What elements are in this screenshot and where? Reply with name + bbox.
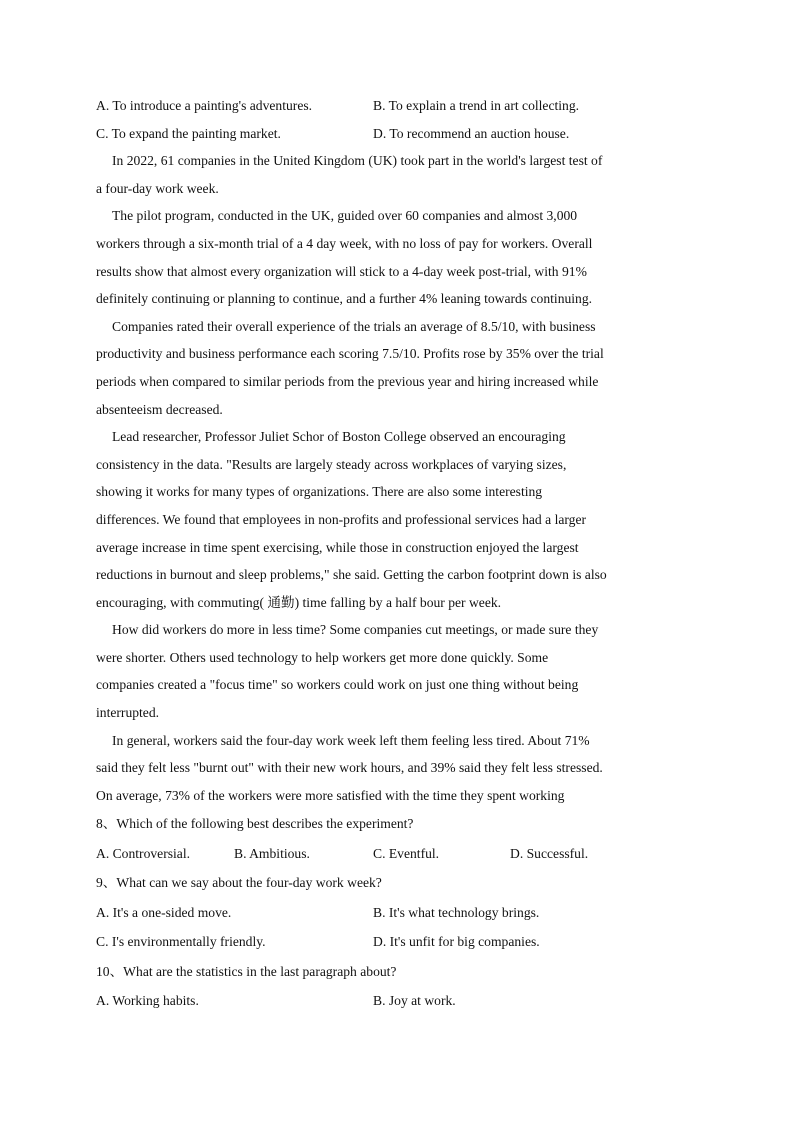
question-9 xyxy=(96,868,696,957)
option-b[interactable]: B. It's what technology brings. xyxy=(373,904,540,920)
passage-line: periods when compared to similar periods from the previous year and hiring increased while xyxy=(96,373,599,389)
passage-line: reductions in burnout and sleep problems," she said. Getting the carbon footprint down is also xyxy=(96,567,607,583)
passage-line: results show that almost every organization will stick to a 4-day week post-trial, with 91% xyxy=(96,263,587,279)
paragraph-2 xyxy=(96,202,696,312)
option-a[interactable]: A. Working habits. xyxy=(96,993,199,1009)
passage-line: absenteeism decreased. xyxy=(96,401,223,417)
option-b[interactable]: B. Joy at work. xyxy=(373,993,456,1009)
paragraph-3 xyxy=(96,313,696,423)
prev-option-d: D. To recommend an auction house. xyxy=(373,125,570,141)
passage-line: productivity and business performance each scoring 7.5/10. Profits rose by 35% over the trial xyxy=(96,346,604,362)
question-stem: 10、What are the statistics in the last paragraph about? xyxy=(96,963,397,979)
passage xyxy=(96,147,696,809)
passage-line: a four-day work week. xyxy=(96,180,219,196)
option-a[interactable]: A. Controversial. xyxy=(96,845,191,861)
passage-line: encouraging, with commuting( 通勤) time falling by a half bour per week. xyxy=(96,594,502,610)
passage-line: consistency in the data. "Results are largely steady across workplaces of varying sizes, xyxy=(96,456,567,472)
question-options-row xyxy=(96,839,696,869)
paragraph-4 xyxy=(96,423,696,616)
question-options-row xyxy=(96,927,696,957)
option-d[interactable]: D. Successful. xyxy=(510,845,589,861)
passage-line: differences. We found that employees in non-profits and professional services had a larger xyxy=(96,511,587,527)
prev-option-a: A. To introduce a painting's adventures. xyxy=(96,98,313,113)
passage-line: said they felt less "burnt out" with their new work hours, and 39% said they felt less stressed. xyxy=(96,760,603,776)
exam-page xyxy=(96,92,696,1016)
passage-line: companies created a "focus time" so workers could work on just one thing without being xyxy=(96,677,579,693)
question-10 xyxy=(96,957,696,1016)
passage-line: Lead researcher, Professor Juliet Schor of Boston College observed an encouraging xyxy=(112,429,566,445)
prev-option-c: C. To expand the painting market. xyxy=(96,125,281,141)
prev-options-row-2 xyxy=(96,120,696,148)
passage-line: The pilot program, conducted in the UK, guided over 60 companies and almost 3,000 xyxy=(112,208,578,224)
passage-line: In general, workers said the four-day work week left them feeling less tired. About 71% xyxy=(112,732,590,748)
paragraph-5 xyxy=(96,616,696,726)
option-b[interactable]: B. Ambitious. xyxy=(234,845,310,861)
paragraph-6 xyxy=(96,727,696,810)
passage-line: How did workers do more in less time? Some companies cut meetings, or made sure they xyxy=(112,622,599,638)
question-8 xyxy=(96,809,696,868)
passage-line: interrupted. xyxy=(96,705,160,721)
passage-line: Companies rated their overall experience of the trials an average of 8.5/10, with business xyxy=(112,318,596,334)
passage-line: average increase in time spent exercising, while those in construction enjoyed the largest xyxy=(96,539,579,555)
paragraph-1 xyxy=(96,147,696,202)
prev-options-row-1 xyxy=(96,92,696,120)
passage-line: showing it works for many types of organizations. There are also some interesting xyxy=(96,484,543,500)
question-stem: 9、What can we say about the four-day work week? xyxy=(96,875,382,891)
option-a[interactable]: A. It's a one-sided move. xyxy=(96,904,232,920)
option-c[interactable]: C. I's environmentally friendly. xyxy=(96,934,266,950)
passage-line: On average, 73% of the workers were more satisfied with the time they spent working xyxy=(96,787,565,803)
passage-line: were shorter. Others used technology to help workers get more done quickly. Some xyxy=(96,649,549,665)
passage-line: workers through a six-month trial of a 4 day week, with no loss of pay for workers. Overall xyxy=(96,235,593,251)
option-d[interactable]: D. It's unfit for big companies. xyxy=(373,934,540,950)
question-options-row xyxy=(96,898,696,928)
prev-option-b: B. To explain a trend in art collecting. xyxy=(373,98,580,113)
passage-line: definitely continuing or planning to continue, and a further 4% leaning towards continuing. xyxy=(96,291,593,307)
question-options-row xyxy=(96,986,696,1016)
passage-line: In 2022, 61 companies in the United Kingdom (UK) took part in the world's largest test of xyxy=(112,153,603,169)
question-stem: 8、Which of the following best describes the experiment? xyxy=(96,816,414,832)
option-c[interactable]: C. Eventful. xyxy=(373,845,440,861)
